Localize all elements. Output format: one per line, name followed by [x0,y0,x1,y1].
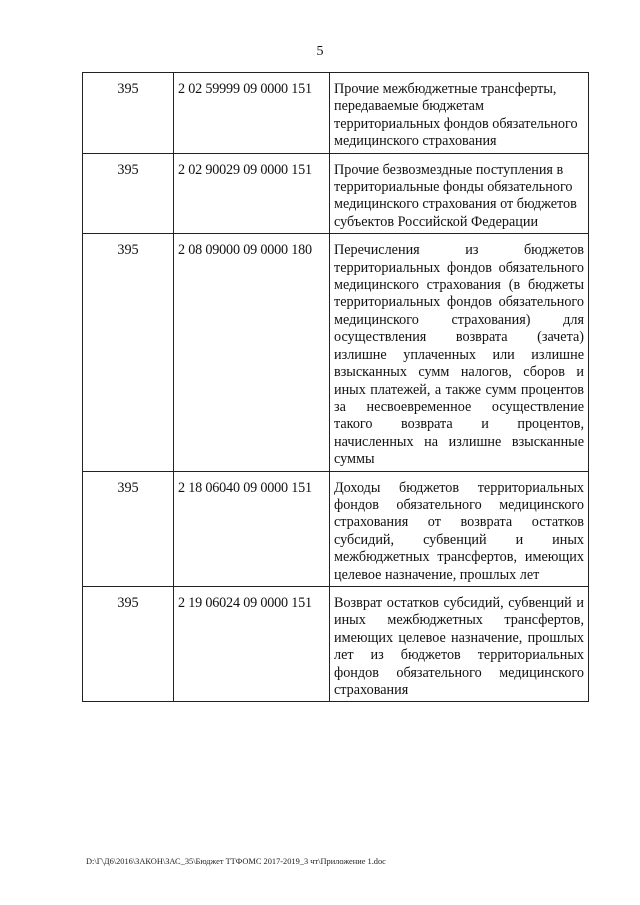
budget-classification-code-cell: 2 02 59999 09 0000 151 [174,73,330,154]
revenue-description-cell: Прочие межбюджетные трансферты, передаваемые бюджетам территориальных фондов обязательного медицинского страхования [330,73,589,154]
budget-classification-code-cell: 2 18 06040 09 0000 151 [174,471,330,586]
table-row [83,234,589,471]
admin-code-cell: 395 [83,153,174,234]
document-file-path: D:\Г\Д6\2016\ЗАКОН\ЗАС_35\Бюджет ТТФОМС 2017-2019_3 чт\Приложение 1.doc [86,857,386,866]
budget-classification-code-cell: 2 08 09000 09 0000 180 [174,234,330,471]
page-number: 5 [316,44,324,59]
admin-code-cell: 395 [83,234,174,471]
table-row [83,73,589,154]
admin-code-cell: 395 [83,586,174,701]
table-row [83,586,589,701]
table-row [83,153,589,234]
budget-revenue-table [82,72,589,702]
table-row [83,471,589,586]
revenue-description-cell: Возврат остатков субсидий, субвенций и иных межбюджетных трансфертов, имеющих целевое назначение, прошлых лет из бюджетов территориальных фондов обязательного медицинского страхования [330,586,589,701]
revenue-description-cell: Прочие безвозмездные поступления в территориальные фонды обязательного медицинского страхования от бюджетов субъектов Российской Федерации [330,153,589,234]
revenue-description-cell: Перечисления из бюджетов территориальных фондов обязательного медицинского страхования (в бюджеты территориальных фондов обязательного медицинского страхования) для осуществления возврата (зачета) излишне уплаченных или излишне взысканных сумм налогов, сборов и иных платежей, а также сумм процентов за несвоевременное осуществление такого возврата и процентов, начисленных на излишне взысканные суммы [330,234,589,471]
budget-classification-code-cell: 2 02 90029 09 0000 151 [174,153,330,234]
revenue-description-cell: Доходы бюджетов территориальных фондов обязательного медицинского страхования от возврата остатков субсидий, субвенций и иных межбюджетных трансфертов, имеющих целевое назначение, прошлых лет [330,471,589,586]
admin-code-cell: 395 [83,471,174,586]
budget-classification-code-cell: 2 19 06024 09 0000 151 [174,586,330,701]
admin-code-cell: 395 [83,73,174,154]
